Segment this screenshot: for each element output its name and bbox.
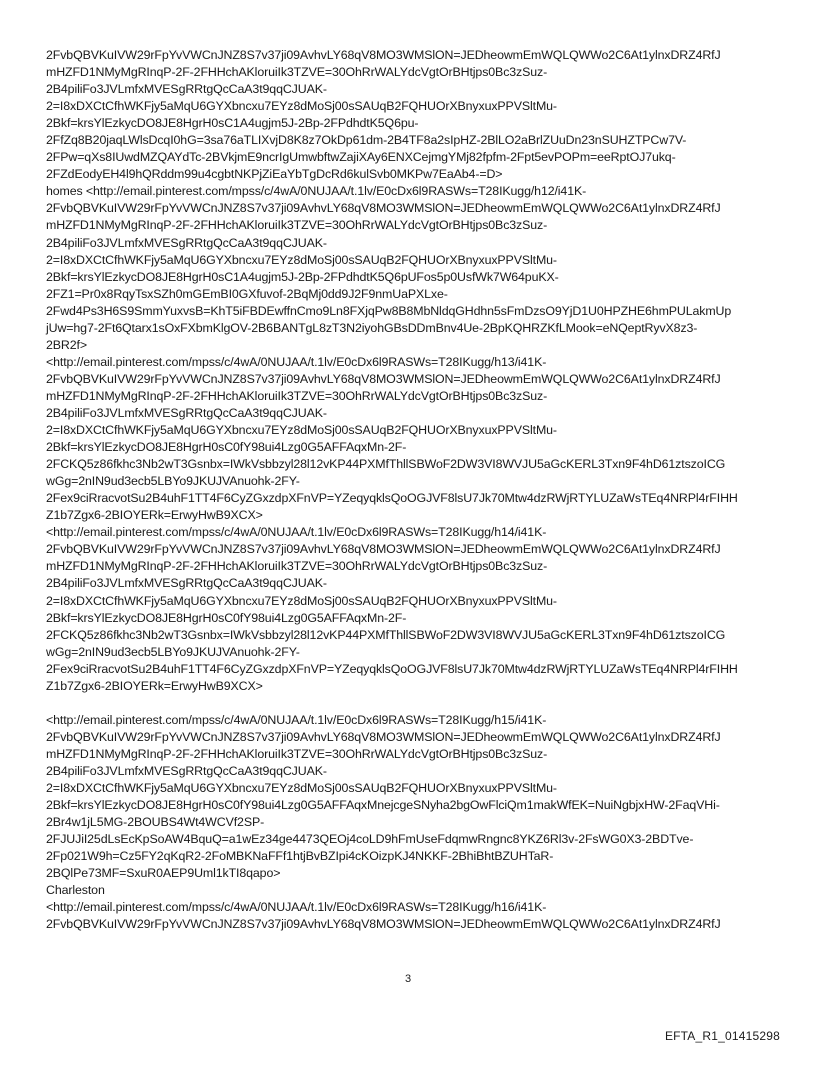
text-line: 2=I8xDXCtCfhWKFjy5aMqU6GYXbncxu7EYz8dMoSj00sSAUqB2FQHUOrXBnyxuxPPVSltMu- [46, 252, 557, 267]
text-line: 2=I8xDXCtCfhWKFjy5aMqU6GYXbncxu7EYz8dMoSj00sSAUqB2FQHUOrXBnyxuxPPVSltMu- [46, 423, 557, 438]
text-line: 2B4piliFo3JVLmfxMVESgRRtgQcCaA3t9qqCJUAK- [46, 235, 327, 250]
text-line: 2Fp021W9h=Cz5FY2qKqR2-2FoMBKNaFFf1htjBvBZIpi4cKOizpKJ4NKKF-2BhiBhtBZUHTaR- [46, 849, 554, 864]
text-line: 2=I8xDXCtCfhWKFjy5aMqU6GYXbncxu7EYz8dMoSj00sSAUqB2FQHUOrXBnyxuxPPVSltMu- [46, 99, 557, 114]
text-line: 2Br4w1jL5MG-2BOUBS4Wt4WCVf2SP- [46, 815, 265, 830]
text-line: 2FvbQBVKuIVW29rFpYvVWCnJNZ8S7v37ji09AvhvLY68qV8MO3WMSlON=JEDheowmEmWQLQWWo2C6At1ylnxDRZ4RfJ [46, 917, 721, 932]
text-line: 2Bkf=krsYlEzkycDO8JE8HgrH0sC0fY98ui4Lzg0G5AFFAqxMn-2F- [46, 610, 407, 625]
text-line: 2Fex9ciRracvotSu2B4uhF1TT4F6CyZGxzdpXFnVP=YZeqyqklsQoOGJVF8lsU7Jk70Mtw4dzRWjRTYLUZaWsTEq4NRPl4rFIHH [46, 661, 738, 676]
text-line: <http://email.pinterest.com/mpss/c/4wA/0NUJAA/t.1lv/E0cDx6l9RASWs=T28IKugg/h16/i41K- [46, 900, 547, 915]
text-line: Z1b7Zgx6-2BIOYERk=ErwyHwB9XCX> [46, 508, 263, 523]
blank-line [46, 695, 776, 712]
text-line: 2FvbQBVKuIVW29rFpYvVWCnJNZ8S7v37ji09AvhvLY68qV8MO3WMSlON=JEDheowmEmWQLQWWo2C6At1ylnxDRZ4RfJ [46, 371, 721, 386]
text-line: 2Bkf=krsYlEzkycDO8JE8HgrH0sC1A4ugjm5J-2Bp-2FPdhdtK5Q6pUFos5p0UsfWk7W64puKX- [46, 269, 559, 284]
text-line: 2FZ1=Pr0x8RqyTsxSZh0mGEmBI0GXfuvof-2BqMj0dd9J2F9nmUaPXLxe- [46, 286, 448, 301]
text-line: 2FJUJiI25dLsEcKpSoAW4BquQ=a1wEz34ge4473QEOj4coLD9hFmUseFdqmwRngnc8YKZ6Rl3v-2FsWG0X3-2BDTve- [46, 832, 694, 847]
text-line: mHZFD1NMyMgRInqP-2F-2FHHchAKloruiIk3TZVE=30OhRrWALYdcVgtOrBHtjps0Bc3zSuz- [46, 65, 548, 80]
text-line: mHZFD1NMyMgRInqP-2F-2FHHchAKloruiIk3TZVE=30OhRrWALYdcVgtOrBHtjps0Bc3zSuz- [46, 746, 548, 761]
text-line: <http://email.pinterest.com/mpss/c/4wA/0NUJAA/t.1lv/E0cDx6l9RASWs=T28IKugg/h15/i41K- [46, 712, 547, 727]
text-line: 2Fex9ciRracvotSu2B4uhF1TT4F6CyZGxzdpXFnVP=YZeqyqklsQoOGJVF8lsU7Jk70Mtw4dzRWjRTYLUZaWsTEq4NRPl4rFIHH [46, 491, 738, 506]
text-line: mHZFD1NMyMgRInqP-2F-2FHHchAKloruiIk3TZVE=30OhRrWALYdcVgtOrBHtjps0Bc3zSuz- [46, 388, 548, 403]
text-line: <http://email.pinterest.com/mpss/c/4wA/0NUJAA/t.1lv/E0cDx6l9RASWs=T28IKugg/h13/i41K- [46, 354, 547, 369]
text-line: 2B4piliFo3JVLmfxMVESgRRtgQcCaA3t9qqCJUAK- [46, 405, 327, 420]
text-line: mHZFD1NMyMgRInqP-2F-2FHHchAKloruiIk3TZVE=30OhRrWALYdcVgtOrBHtjps0Bc3zSuz- [46, 559, 548, 574]
text-line: mHZFD1NMyMgRInqP-2F-2FHHchAKloruiIk3TZVE=30OhRrWALYdcVgtOrBHtjps0Bc3zSuz- [46, 218, 548, 233]
text-line: 2FvbQBVKuIVW29rFpYvVWCnJNZ8S7v37ji09AvhvLY68qV8MO3WMSlON=JEDheowmEmWQLQWWo2C6At1ylnxDRZ4RfJ [46, 542, 721, 557]
text-line: wGg=2nIN9ud3ecb5LBYo9JKUJVAnuohk-2FY- [46, 644, 300, 659]
text-line: 2FvbQBVKuIVW29rFpYvVWCnJNZ8S7v37ji09AvhvLY68qV8MO3WMSlON=JEDheowmEmWQLQWWo2C6At1ylnxDRZ4RfJ [46, 201, 721, 216]
text-line: wGg=2nIN9ud3ecb5LBYo9JKUJVAnuohk-2FY- [46, 474, 300, 489]
text-line: 2FZdEodyEH4l9hQRddm99u4cgbtNKPjZiEaYbTgDcRd6kulSvb0MKPw7EaAb4-=D> [46, 167, 503, 182]
text-line: 2FPw=qXs8IUwdMZQAYdTc-2BVkjmE9ncrIgUmwbftwZajiXAy6ENXCejmgYMj82fpfm-2Fpt5evPOPm=eeRptOJ7ukq- [46, 150, 676, 165]
text-line: homes <http://email.pinterest.com/mpss/c/4wA/0NUJAA/t.1lv/E0cDx6l9RASWs=T28IKugg/h12/i41K- [46, 184, 587, 199]
bates-number: EFTA_R1_01415298 [664, 1029, 780, 1043]
text-line: 2Bkf=krsYlEzkycDO8JE8HgrH0sC0fY98ui4Lzg0G5AFFAqxMn-2F- [46, 440, 407, 455]
text-line: 2FCKQ5z86fkhc3Nb2wT3Gsnbx=IWkVsbbzyl28l12vKP44PXMfThllSBWoF2DW3VI8WVJU5aGcKERL3Txn9F4hD61ztszoICG [46, 457, 726, 472]
text-line: 2=I8xDXCtCfhWKFjy5aMqU6GYXbncxu7EYz8dMoSj00sSAUqB2FQHUOrXBnyxuxPPVSltMu- [46, 781, 557, 796]
text-line: Charleston [46, 883, 105, 898]
text-line: jUw=hg7-2Ft6Qtarx1sOxFXbmKlgOV-2B6BANTgL8zT3N2iyohGBsDDmBnv4Ue-2BpKQHRZKfLMook=eNQeptRyvX8z3- [46, 320, 698, 335]
text-line: 2FCKQ5z86fkhc3Nb2wT3Gsnbx=IWkVsbbzyl28l12vKP44PXMfThllSBWoF2DW3VI8WVJU5aGcKERL3Txn9F4hD61ztszoICG [46, 627, 726, 642]
text-line: 2Bkf=krsYlEzkycDO8JE8HgrH0sC0fY98ui4Lzg0G5AFFAqxMnejcgeSNyha2bgOwFlciQm1makWfEK=NuiNgbjxHW-2FaqVHi- [46, 798, 720, 813]
text-line: Z1b7Zgx6-2BIOYERk=ErwyHwB9XCX> [46, 678, 263, 693]
text-line: 2B4piliFo3JVLmfxMVESgRRtgQcCaA3t9qqCJUAK- [46, 82, 327, 97]
text-line: 2FvbQBVKuIVW29rFpYvVWCnJNZ8S7v37ji09AvhvLY68qV8MO3WMSlON=JEDheowmEmWQLQWWo2C6At1ylnxDRZ4RfJ [46, 48, 721, 62]
text-line: 2BR2f> [46, 337, 87, 352]
text-line: 2Bkf=krsYlEzkycDO8JE8HgrH0sC1A4ugjm5J-2Bp-2FPdhdtK5Q6pu- [46, 116, 419, 131]
text-line: 2=I8xDXCtCfhWKFjy5aMqU6GYXbncxu7EYz8dMoSj00sSAUqB2FQHUOrXBnyxuxPPVSltMu- [46, 593, 557, 608]
text-line: 2FfZq8B20jaqLWlsDcqI0hG=3sa76aTLIXvjD8K8z7OkDp61dm-2B4TF8a2sIpHZ-2BlLO2aBrlZUuDn23nSUHZTPCw7V- [46, 133, 687, 148]
text-line: 2FvbQBVKuIVW29rFpYvVWCnJNZ8S7v37ji09AvhvLY68qV8MO3WMSlON=JEDheowmEmWQLQWWo2C6At1ylnxDRZ4RfJ [46, 729, 721, 744]
page-number: 3 [404, 973, 412, 985]
text-line: 2BQlPe73MF=SxuR0AEP9Uml1kTI8qapo> [46, 866, 281, 881]
text-line: 2Fwd4Ps3H6S9SmmYuxvsB=KhT5iFBDEwffnCmo9Ln8FXjqPw8B8MbNldqGHdhn5sFmDzsO9YjD1U0HPZHE6hmPULakmUp [46, 303, 732, 318]
text-line: 2B4piliFo3JVLmfxMVESgRRtgQcCaA3t9qqCJUAK- [46, 576, 327, 591]
text-line: 2B4piliFo3JVLmfxMVESgRRtgQcCaA3t9qqCJUAK- [46, 763, 327, 778]
document-body [46, 47, 776, 933]
text-line: <http://email.pinterest.com/mpss/c/4wA/0NUJAA/t.1lv/E0cDx6l9RASWs=T28IKugg/h14/i41K- [46, 525, 547, 540]
